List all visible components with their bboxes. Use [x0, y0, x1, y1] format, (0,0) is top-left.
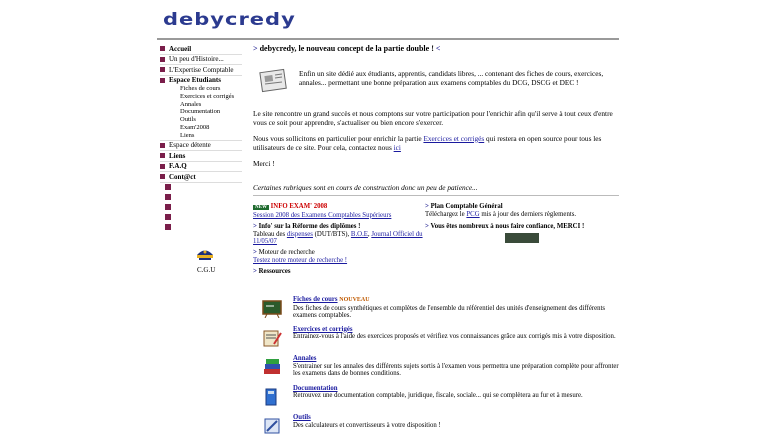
resource-item: Annales S'entrainer sur les annales des différents sujets sortis à l'examen vous permettra une préparation complète pour affronter les examens dans de bonnes conditions.	[262, 355, 622, 381]
documentation-icon	[262, 387, 282, 407]
resources-list	[262, 296, 622, 444]
sidebar-item-contact[interactable]: Cont@ct	[160, 172, 242, 183]
paragraph: Le site rencontre un grand succès et nous comptons sur votre participation pour l'enrichir afin qu'il serve à tout ceux d'entre vous ce soit pour apprendre, s'actualiser ou bien encore s'exercer.	[253, 109, 613, 128]
news-left: NEW INFO EXAM' 2008 Session 2008 des Examens Comptables Supérieurs > Info' sur la Réforme des diplômes ! Tableau des dispenses (DUT/BTS), B.O.E, Journal Officiel du 11/05/07 > Moteur de recherche Testez notre moteur de recherche !	[253, 203, 423, 264]
sidebar-subitem-fiches[interactable]: Fiches de cours	[180, 85, 221, 92]
nouveau-badge: NOUVEAU	[339, 297, 370, 303]
sidebar-bullet-list	[165, 184, 171, 234]
stats-counter-badge[interactable]	[505, 233, 539, 243]
sidebar-item-histoire[interactable]: Un peu d'Histoire...	[160, 55, 242, 66]
bullet-icon[interactable]	[165, 194, 171, 200]
news-right: > Plan Comptable Général Téléchargez le PCG mis à jour des derniers règlements. > Vous êtes nombreux à nous faire confiance, MERCI !	[425, 203, 620, 231]
resources-title: > Ressources	[253, 268, 291, 275]
new-badge: NEW	[255, 205, 267, 210]
pcg-link[interactable]: PCG	[466, 210, 480, 218]
bullet-icon	[160, 174, 165, 179]
header-divider	[157, 38, 619, 40]
content-divider	[253, 195, 619, 196]
sidebar-item-detente[interactable]: Espace détente	[160, 141, 242, 152]
resource-item: Outils Des calculateurs et convertisseurs à votre disposition !	[262, 414, 622, 440]
sidebar-subitem-annales[interactable]: Annales	[180, 100, 202, 108]
dispenses-link[interactable]: dispenses	[286, 230, 313, 238]
session-link[interactable]: Session 2008 des Examens Comptables Supérieurs	[253, 211, 392, 219]
intro-text: Enfin un site dédié aux étudiants, apprentis, candidats libres, ... contenant des fiches de cours, exercices, annales... permettant une bonne préparation aux examens comptables du DCG, DSCG et DEC !	[299, 69, 604, 88]
bullet-icon[interactable]	[165, 214, 171, 220]
sidebar-subitem-exercices[interactable]: Exercices et corrigés	[180, 92, 235, 100]
contact-link[interactable]: ici	[393, 142, 401, 152]
sidebar-subitem-exam2008[interactable]: Exam'2008	[180, 123, 210, 131]
intro-block	[253, 69, 619, 103]
sidebar-item-accueil[interactable]: Accueil	[160, 44, 242, 55]
resource-item: Fiches de cours NOUVEAU Des fiches de cours synthétiques et complètes de l'ensemble du référentiel des unités d'enseignement des différents examens comptables.	[262, 296, 622, 322]
bullet-icon	[160, 164, 165, 169]
construction-note: Certaines rubriques sont en cours de construction donc un peu de patience...	[253, 183, 478, 192]
plan-title: Plan Comptable Général	[430, 203, 503, 210]
bullet-icon[interactable]	[165, 204, 171, 210]
info-exam-title: INFO EXAM' 2008	[270, 203, 328, 210]
exercices-link[interactable]: Exercices et corrigés	[423, 133, 485, 143]
exercise-icon	[262, 328, 282, 348]
sidebar-item-expertise[interactable]: L'Expertise Comptable	[160, 65, 242, 76]
boe-link[interactable]: B.O.E	[350, 230, 368, 238]
page-title: > debycredy, le nouveau concept de la partie double ! <	[253, 44, 441, 53]
fiches-link[interactable]: Fiches de cours	[293, 296, 338, 303]
sidebar-subitem-documentation[interactable]: Documentation	[180, 108, 221, 116]
moteur-link[interactable]: Testez notre moteur de recherche !	[253, 256, 348, 264]
bullet-icon	[160, 67, 165, 72]
cgu-link[interactable]: C.G.U	[197, 266, 216, 274]
outils-link[interactable]: Outils	[293, 414, 311, 421]
resource-item: Documentation Retrouvez une documentation comptable, juridique, fiscale, sociale... qui se complètera au fur et à mesure.	[262, 385, 622, 411]
site-logo[interactable]: debycredy	[163, 10, 296, 30]
moteur-title: Moteur de recherche	[258, 248, 315, 256]
bullet-icon	[160, 57, 165, 62]
sidebar-subitem-outils[interactable]: Outils	[180, 116, 196, 124]
reforme-title: Info' sur la Réforme des diplômes !	[258, 223, 361, 231]
journal-link[interactable]: Journal Officiel du 11/05/07	[253, 230, 423, 246]
paragraph: Nous vous sollicitons en particulier pour enrichir la partie Exercices et corrigés qui restera en open source pour tous les utilisateurs de ce site. Pour cela, contactez nous ici	[253, 133, 602, 152]
sidebar-item-faq[interactable]: F.A.Q	[160, 162, 242, 173]
bullet-icon[interactable]	[165, 224, 171, 230]
annales-link[interactable]: Annales	[293, 355, 317, 362]
bullet-icon	[160, 78, 165, 83]
resource-item: Exercices et corrigés Entrainez-vous à l'aide des exercices proposés et vérifiez vos connaissances grâce aux corrigés mis à votre disposition.	[262, 326, 622, 352]
documentation-link[interactable]: Documentation	[293, 384, 338, 392]
main-content	[253, 44, 619, 168]
chalkboard-icon	[262, 298, 282, 318]
tools-icon	[262, 416, 282, 436]
bullet-icon[interactable]	[165, 184, 171, 190]
newspaper-icon	[259, 67, 289, 93]
plan-text: Téléchargez le PCG mis à jour des derniers règlements.	[425, 210, 577, 218]
sidebar-item-etudiants[interactable]: Espace Etudiants	[160, 76, 242, 86]
bullet-icon	[160, 46, 165, 51]
merci-text: Merci !	[253, 159, 275, 169]
sidebar-subitem-liens[interactable]: Liens	[160, 132, 242, 141]
bullet-icon	[160, 143, 165, 148]
police-hat-icon[interactable]	[195, 246, 215, 262]
nombreux-text: Vous êtes nombreux à nous faire confiance, MERCI !	[430, 223, 585, 231]
exercices-resource-link[interactable]: Exercices et corrigés	[293, 325, 353, 333]
reforme-text: Tableau des dispenses (DUT/BTS), B.O.E, Journal Officiel du 11/05/07	[253, 230, 423, 246]
sidebar	[160, 44, 242, 183]
bullet-icon	[160, 153, 165, 158]
sidebar-item-liens[interactable]: Liens	[160, 151, 242, 162]
books-icon	[262, 357, 282, 377]
